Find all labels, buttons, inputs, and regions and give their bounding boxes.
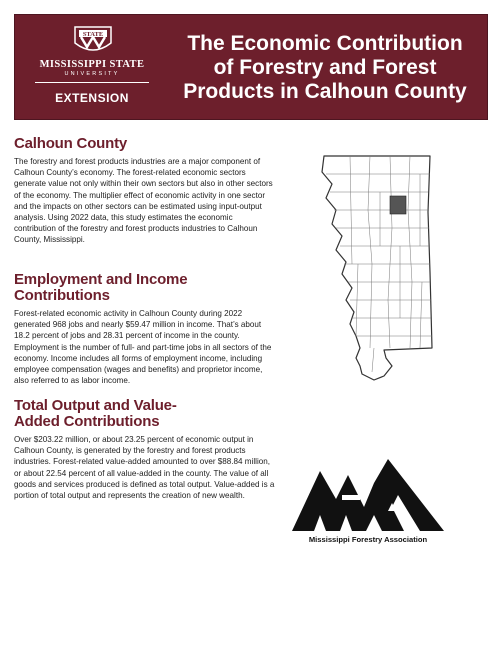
logo-state-text: STATE bbox=[82, 31, 104, 38]
logo-university-name: MISSISSIPPI STATE bbox=[39, 59, 145, 70]
msu-extension-logo bbox=[29, 21, 155, 113]
logo-divider bbox=[35, 82, 149, 83]
section-body: Over $203.22 million, or about 23.25 percent of economic output in Calhoun County, is generated by the forestry and forest products industries. Forest-related value-added amounted to over $88.84 million, or about 22.54 percent of all value-added in the county. The value of all goods and services produced is defined as total output. Value-added is a portion of total output and represents the creation of new wealth. bbox=[14, 435, 275, 501]
section-heading: Employment and Income Contributions bbox=[14, 271, 188, 304]
heading-line-1: Total Output and Value- bbox=[14, 397, 177, 414]
state-shield-icon bbox=[71, 23, 115, 57]
page-title bbox=[165, 32, 485, 104]
section-calhoun-county bbox=[14, 136, 276, 246]
calhoun-county-highlight bbox=[390, 196, 406, 214]
section-heading bbox=[14, 398, 276, 430]
logo-university-label: UNIVERSITY bbox=[64, 71, 120, 77]
mississippi-county-map-icon bbox=[312, 152, 442, 386]
mfa-caption: Mississippi Forestry Association bbox=[308, 535, 428, 544]
title-line-2: of Forestry and Forest bbox=[213, 56, 437, 79]
section-heading: Calhoun County bbox=[14, 135, 128, 152]
title-line-1: The Economic Contribution bbox=[187, 32, 463, 55]
title-line-3: Products in Calhoun County bbox=[183, 80, 467, 103]
header-banner bbox=[14, 14, 488, 120]
section-output-value-added bbox=[14, 398, 276, 501]
section-employment-income bbox=[14, 272, 276, 386]
heading-line-2: Added Contributions bbox=[14, 413, 160, 430]
logo-extension-label: EXTENSION bbox=[55, 91, 129, 105]
section-body: Forest-related economic activity in Calhoun County during 2022 generated 968 jobs and nearly $59.47 million in income. That’s about 18.2 percent of jobs and 28.31 percent of income in the county. Employment is the number of full- and part-time jobs in all sectors of the economy. Income includes all forms of employment income, including employee compensation (wages and benefits) and proprietor income, also referred to as labor income. bbox=[14, 309, 272, 386]
section-body: The forestry and forest products industries are a major component of Calhoun County’s economy. The forest-related economic sectors generate value not only within their own sectors but also in other sectors of the economy. The multiplier effect of economic activity in one sector and the impacts on other sectors can be estimated using input-output analysis. Using 2022 data, this study estimates the economic contribution of the forestry and forest products industries to Calhoun County, Mississippi. bbox=[14, 157, 273, 245]
